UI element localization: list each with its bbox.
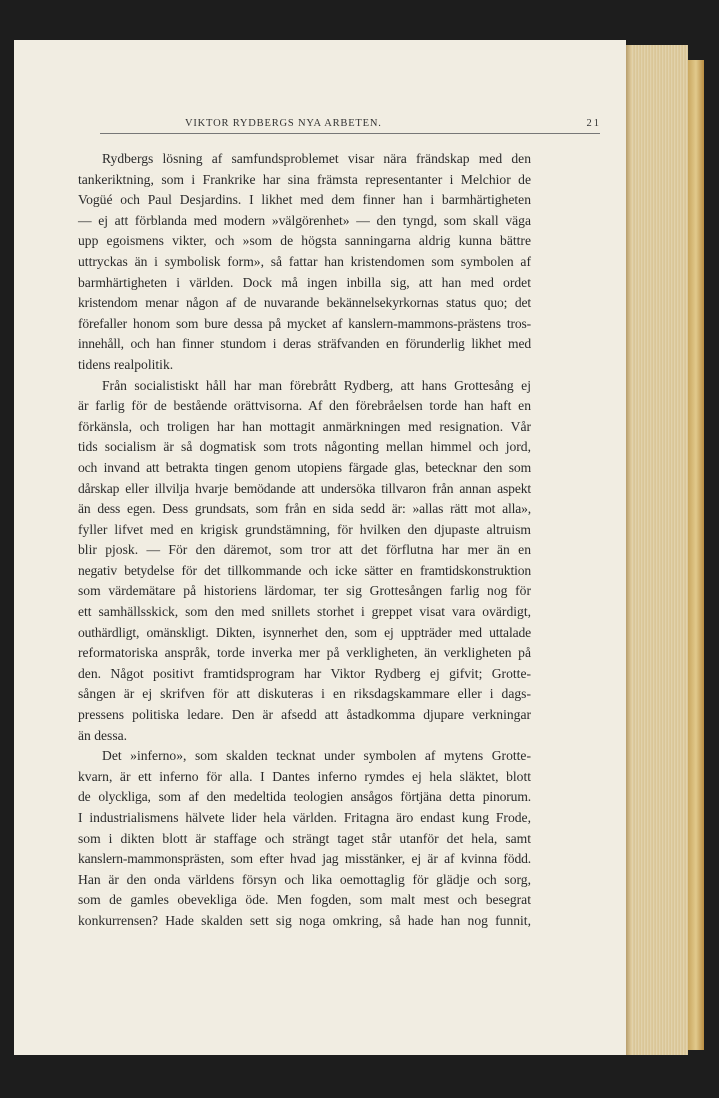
text-line: är farlig för de bestående orättvisorna. Af den förebråelsen torde han haft en (78, 398, 531, 414)
text-line: uttryckas än i symbolisk form», så fattar han kristendomen som symbolen af (78, 253, 531, 269)
text-line: dårskap eller illvilja hvarje bemödande att undersöka tillvaron från annan aspekt (78, 480, 531, 496)
running-head: VIKTOR RYDBERGS NYA ARBETEN. (185, 118, 382, 129)
text-line: blir pjosk. — För den däremot, som tror att det förflutna har mer än en (78, 542, 531, 558)
text-line: — ej att förblanda med modern »välgörenhet» — den tyngd, som skall väga (78, 212, 531, 228)
text-line: Rydbergs lösning af samfundsproblemet visar nära frändskap med den (102, 151, 531, 166)
text-line: pressens politiska ledare. Den är afsedd att åstadkomma djupare verkningar (78, 707, 531, 723)
text-line: som de gamles obevekliga öde. Men fogden, som malt mest och besegrat (78, 892, 531, 908)
text-line: Från socialistiskt håll har man förebrått Rydberg, att hans Grottesång ej (102, 377, 531, 393)
text-line: förkänsla, och troligen har han mottagit anmärkningen med resignation. Vår (78, 418, 531, 434)
text-line: Han är den onda världens försyn och lika oemottaglig för glädje och sorg, (78, 871, 531, 887)
text-line: de olyckliga, som af den medeltida teologien ansågos förtjäna detta pinorum. (78, 789, 531, 805)
text-line: reformatoriska anspråk, torde inverka mer på verkligheten, än verkligheten på (78, 645, 531, 661)
text-line: fyller lifvet med en krigisk grundstämning, för hvilken den djupaste altruism (78, 521, 531, 537)
text-line: kvarn, är ett inferno för alla. I Dantes inferno rymdes ej hela släktet, blott (78, 768, 531, 784)
text-line: och invand att betrakta tingen genom utopiens färgade glas, betecknar den som (78, 459, 531, 475)
text-line: tidens realpolitik. (78, 356, 174, 372)
text-line: konkurrensen? Hade skalden sett sig noga omkring, så hade han nog funnit, (78, 912, 531, 928)
text-line: sången är ej skrifven för att diskuteras i en riksdagskammare eller i dags- (78, 686, 531, 702)
book-spine (688, 60, 704, 1050)
text-line: outhärdligt, omänskligt. Dikten, isynnerhet den, som ej uppträder med uttalade (78, 624, 531, 640)
text-line: Vogüé och Paul Desjardins. I likhet med dem finner han i barmhärtigheten (78, 192, 531, 208)
body-text (78, 149, 531, 932)
text-line: innehåll, och han finner stundom i deras sträfvanden en förunderlig likhet med (78, 336, 531, 352)
page-number: 21 (586, 118, 601, 129)
text-line: tankeriktning, som i Frankrike har sina främsta representanter i Melchior de (78, 171, 531, 187)
text-line: I industrialismens hälvete lider hela världen. Fritagna äro endast kung Frode, (78, 810, 531, 825)
text-line: ett samhällsskick, som den med snillets storhet i greppet visat vara ovärdigt, (78, 604, 531, 620)
text-line: än dessa. (78, 727, 128, 743)
text-line: som värdemätare på historiens lärdomar, ter sig Grottesången farlig nog för (78, 583, 531, 599)
text-line: den. Något positivt framtidsprogram har Viktor Rydberg ej gifvit; Grotte- (78, 665, 531, 681)
page-header (185, 118, 601, 134)
text-line: Det »inferno», som skalden tecknat under symbolen af mytens Grotte- (102, 748, 531, 764)
text-line: än dess egen. Dess grundsats, som från en sida sedd är: »allas rätt mot alla», (78, 501, 531, 517)
text-line: barmhärtigheten i världen. Dock må ingen inbilla sig, att han med ordet (78, 274, 531, 290)
text-line: upp egoismens vikter, och »som de högsta sanningarna aldrig kunna bättre (78, 233, 531, 249)
text-line: kristendom menar någon af de nuvarande bekännelsekyrkornas status quo; det (78, 295, 531, 311)
text-line: som i dikten blott är staffage och strängt taget står utanför det hela, samt (78, 830, 531, 846)
text-line: negativ betydelse för det tillkommande och icke sätter en framtidskonstruktion (78, 562, 531, 578)
text-line: tids socialism är så dogmatisk som trots någonting mellan himmel och jord, (78, 439, 531, 455)
header-rule (100, 133, 600, 134)
text-line: förefaller honom som bure dessa på mycket af kanslern-mammons-prästens tros- (78, 315, 531, 331)
text-line: kanslern-mammonsprästen, som efter hvad jag misstänker, ej är af kvinna född. (78, 851, 531, 867)
page-edges (626, 45, 688, 1055)
